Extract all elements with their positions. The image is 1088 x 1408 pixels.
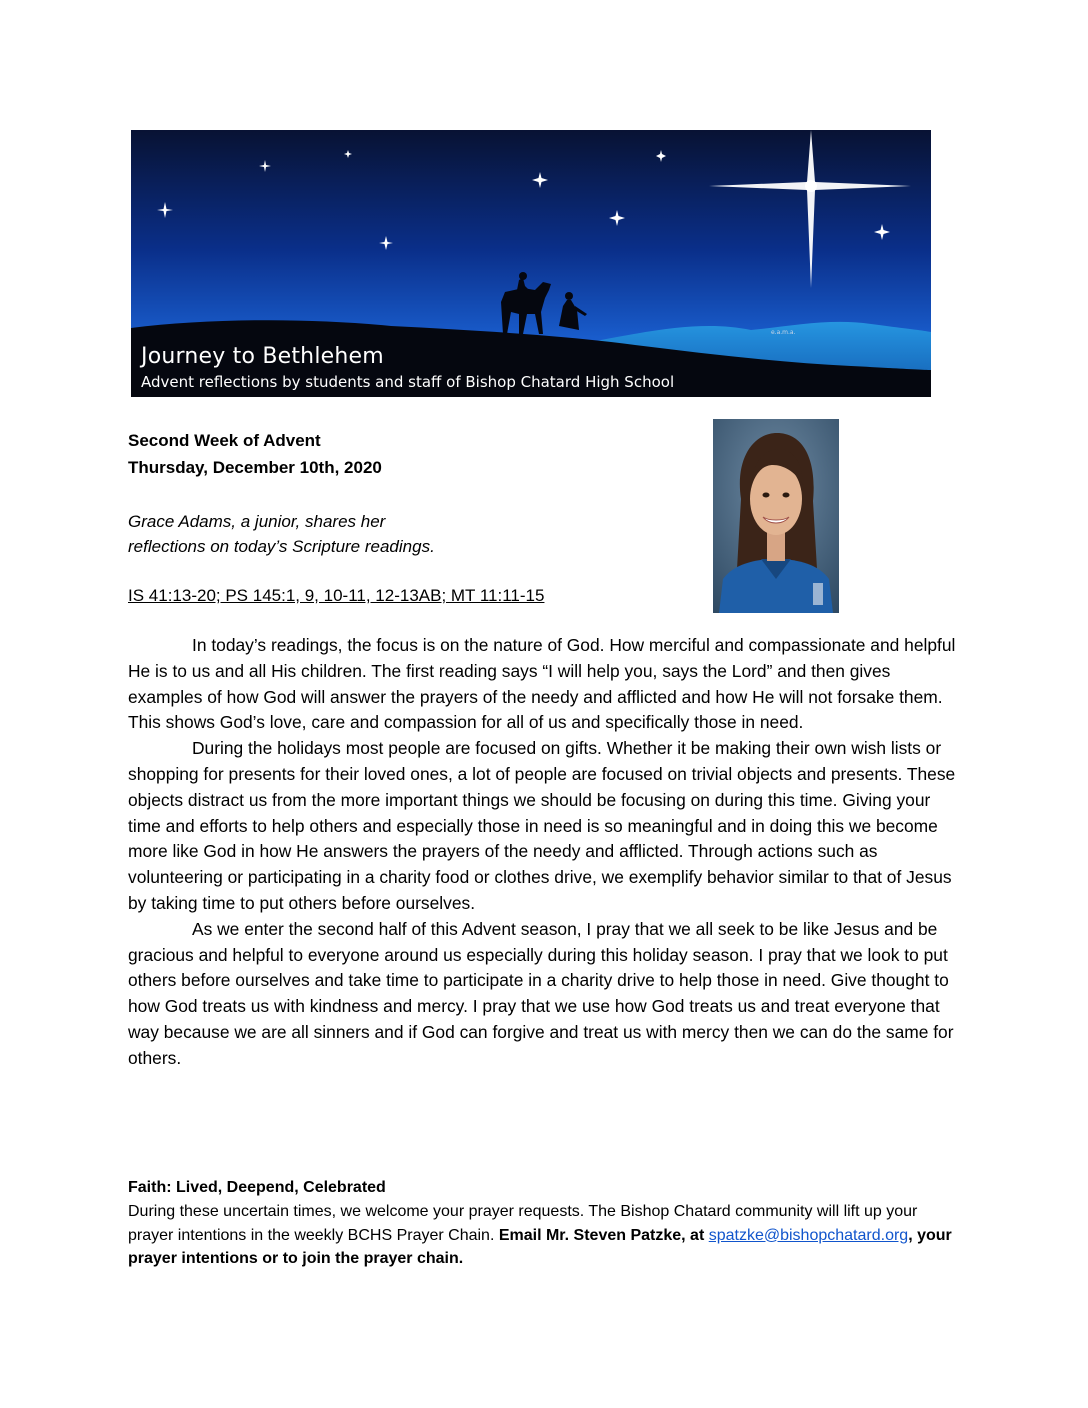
footer-email-suffix: , your prayer intentions or to join the prayer chain. — [128, 1226, 952, 1267]
reflection-paragraph-3: As we enter the second half of this Advent season, I pray that we all seek to be like Jesus and be gracious and helpful to everyone around us especially during this holiday season. I pray that we look to put others before ourselves and take time to participate in a charity drive to help those in need. Give thought to how God treats us with kindness and mercy. I pray that we use how God treats us and treat everyone that way because we are all sinners and if God can forgive and treat us with mercy then we can do the same for others. — [128, 918, 954, 1068]
author-intro — [128, 509, 548, 559]
student-photo — [713, 419, 839, 613]
portrait-image — [713, 419, 839, 613]
scripture-readings: IS 41:13-20; PS 145:1, 9, 10-11, 12-13AB; MT 11:11-15 — [128, 586, 545, 605]
artist-signature: e.a.m.a. — [771, 329, 796, 336]
email-link[interactable]: spatzke@bishopchatard.org — [708, 1226, 909, 1244]
author-intro-line1: Grace Adams, a junior, shares her — [128, 512, 386, 531]
date-heading: Thursday, December 10th, 2020 — [128, 458, 382, 477]
journey-banner — [131, 130, 931, 397]
footer-text — [128, 1200, 958, 1271]
footer-email-prompt: Email Mr. Steven Patzke, at — [498, 1226, 705, 1244]
banner-subtitle: Advent reflections by students and staff of Bishop Chatard High School — [141, 373, 675, 391]
reflection-paragraph-2: During the holidays most people are focused on gifts. Whether it be making their own wish lists or shopping for presents for their loved ones, a lot of people are focused on trivial objects and presents. These objects distract us from the more important things we should be focusing on during this time. Giving your time and efforts to help others and especially those in need is so meaningful and in doing this we become more like God in how He answers the prayers of the needy and afflicted. Through actions such as volunteering or participating in a charity food or clothes drive, we exemplify behavior similar to that of Jesus by taking time to put others before ourselves. — [128, 738, 956, 913]
author-intro-line2: reflections on today’s Scripture readings. — [128, 537, 435, 556]
reflection-paragraph-1: In today’s readings, the focus is on the nature of God. How merciful and compassionate and helpful He is to us and all His children. The first reading says “I will help you, says the Lord” and then gives examples of how God will answer the prayers of the needy and afflicted and how He will not forsake them. This shows God’s love, care and compassion for all of us and specifically those in need. — [128, 635, 956, 733]
reflection-body — [128, 633, 964, 1072]
week-heading: Second Week of Advent — [128, 431, 321, 450]
banner-title: Journey to Bethlehem — [141, 344, 384, 369]
footer-title: Faith: Lived, Deepend, Celebrated — [128, 1179, 386, 1196]
footer-text-intro: During these uncertain times, we welcome your prayer requests. The Bishop Chatard community will lift up your prayer intentions in the weekly BCHS Prayer Chain. — [128, 1203, 918, 1244]
